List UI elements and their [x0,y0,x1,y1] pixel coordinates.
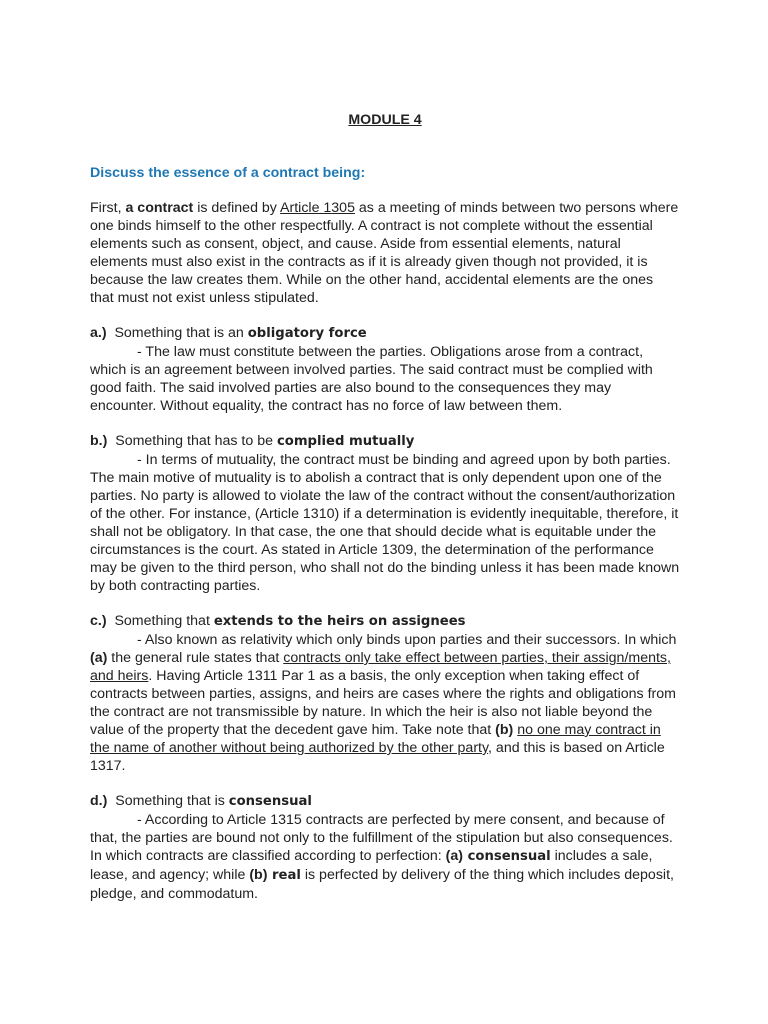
intro-paragraph: First, a contract is defined by Article 1305 as a meeting of minds between two persons where one binds himself to the other respectfully. A contract is not complete without the essential elements such as consent, object, and cause. Aside from essential elements, natural elements must also exist in the contracts as if it is already given though not provided, it is because the law creates them. While on the other hand, accidental elements are the ones that must not exist unless stipulated. [90,200,679,306]
article-reference: Article 1305 [280,200,355,216]
item-c-body: - Also known as relativity which only binds upon parties and their successors. In which (a) the general rule states that contracts only take effect between parties, their assign/ments, and heirs. Having Article 1311 Par 1 as a basis, the only exception when taking effect of contracts between parties, assigns, and heirs are cases where the rights and obligations from the contract are not transmissible by nature. In which the heir is also not liable beyond the value of the property that the decedent gave him. Take note that (b) no one may contract in the name of another without being authorized by the other party, and this is based on Article 1317. [90,632,677,774]
item-a-label: a.) Something that is an obligatory force [90,325,367,341]
document-page [90,111,680,920]
item-a-keyword: obligatory force [247,326,367,341]
item-d-keyword: consensual [228,794,312,809]
item-c-label: c.) Something that extends to the heirs on assignees [90,613,466,629]
item-d-body: - According to Article 1315 contracts are perfected by mere consent, and because of that, the parties are bound not only to the fulfillment of the stipulation but also consequences. In which contracts are classified according to perfection: (a) consensual includes a sale, lease, and agency; while (b) real is perfected by delivery of the thing which includes deposit, pledge, and commodatum. [90,812,674,902]
item-d-label: d.) Something that is consensual [90,793,312,809]
underlined-rule-a: contracts only take effect between parties, their assign/ments, and heirs [90,650,671,684]
item-c-keyword: extends to the heirs on assignees [213,614,466,629]
item-b-body: - In terms of mutuality, the contract must be binding and agreed upon by both parties. The main motive of mutuality is to abolish a contract that is only dependent upon one of the parties. No party is allowed to violate the law of the contract without the consent/authorization of the other. For instance, (Article 1310) if a determination is evidently inequitable, therefore, it shall not be obligatory. In that case, the one that should decide what is equitable under the circumstances is the court. As stated in Article 1309, the determination of the performance may be given to the third person, who shall not do the binding unless it has been made known by both contracting parties. [90,452,680,594]
section-heading: Discuss the essence of a contract being: [90,165,366,181]
underlined-rule-b: no one may contract in the name of another without being authorized by the other party [90,722,661,756]
item-a-body: - The law must constitute between the parties. Obligations arose from a contract, which is an agreement between involved parties. The said contract must be complied with good faith. The said involved parties are also bound to the consequences they may encounter. Without equality, the contract has no force of law between them. [90,344,653,414]
item-b-keyword: complied mutually [276,434,415,449]
item-b-label: b.) Something that has to be complied mutually [90,433,415,449]
contract-term: a contract [125,200,194,216]
page-title: MODULE 4 [348,112,422,128]
